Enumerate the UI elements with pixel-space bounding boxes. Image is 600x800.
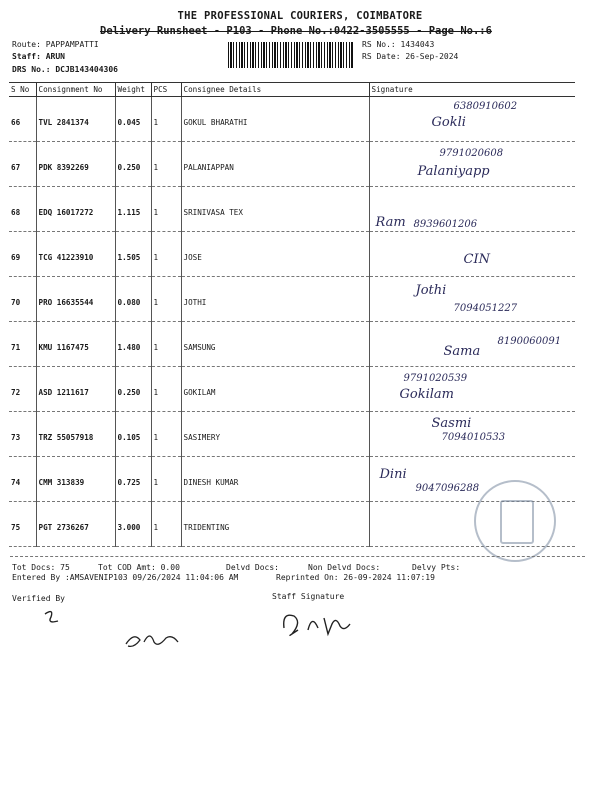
row-weight: 1.480 <box>115 322 151 367</box>
tot-docs: Tot Docs: 75 <box>12 563 70 572</box>
row-consignment: EDQ 16017272 <box>36 187 115 232</box>
table-row <box>9 97 575 142</box>
col-signature: Signature <box>369 83 575 97</box>
row-sno: 74 <box>9 457 36 502</box>
verifier-signature <box>122 624 182 658</box>
row-pcs: 1 <box>151 142 181 187</box>
row-weight: 3.000 <box>115 502 151 547</box>
row-signature <box>369 142 575 187</box>
signature-phone: 9791020608 <box>439 148 504 159</box>
signature-phone: 9791020539 <box>403 373 468 384</box>
row-consignee: JOTHI <box>181 277 369 322</box>
signature-name: Jothi <box>415 283 447 298</box>
table-row <box>9 322 575 367</box>
staff-value: ARUN <box>45 52 65 61</box>
drs-row <box>12 65 118 74</box>
row-consignee: PALANIAPPAN <box>181 142 369 187</box>
staff-label: Staff: <box>12 52 41 61</box>
row-pcs: 1 <box>151 187 181 232</box>
row-sno: 71 <box>9 322 36 367</box>
col-consignment: Consignment No <box>36 83 115 97</box>
row-sno: 72 <box>9 367 36 412</box>
signature-name: Sasmi <box>431 416 472 431</box>
staff-row <box>12 52 65 61</box>
col-weight: Weight <box>115 83 151 97</box>
signature-phone: 8190060091 <box>497 336 562 347</box>
row-consignment: ASD 1211617 <box>36 367 115 412</box>
row-pcs: 1 <box>151 322 181 367</box>
row-weight: 0.105 <box>115 412 151 457</box>
row-consignment: TCG 41223910 <box>36 232 115 277</box>
signature-phone: 7094010533 <box>441 432 506 443</box>
row-signature <box>369 322 575 367</box>
courier-stamp <box>474 480 556 562</box>
reprinted-on: Reprinted On: 26-09-2024 11:07:19 <box>276 573 435 582</box>
rs-no-value: 1434043 <box>400 40 435 49</box>
verified-by-label: Verified By <box>12 594 65 603</box>
row-consignee: SASIMERY <box>181 412 369 457</box>
row-signature <box>369 232 575 277</box>
non-delvd-docs: Non Delvd Docs: <box>308 563 381 572</box>
company-title: THE PROFESSIONAL COURIERS, COIMBATORE <box>177 10 423 22</box>
delvd-docs: Delvd Docs: <box>226 563 279 572</box>
row-consignee: GOKILAM <box>181 367 369 412</box>
row-weight: 0.250 <box>115 142 151 187</box>
row-consignee: TRIDENTING <box>181 502 369 547</box>
col-consignee: Consignee Details <box>181 83 369 97</box>
row-consignment: CMM 313839 <box>36 457 115 502</box>
row-consignment: PRO 16635544 <box>36 277 115 322</box>
entered-by: Entered By :AMSAVENIP103 09/26/2024 11:04:06 AM <box>12 573 239 582</box>
signature-phone: 6380910602 <box>453 101 518 112</box>
row-pcs: 1 <box>151 232 181 277</box>
row-sno: 68 <box>9 187 36 232</box>
signature-name: Gokli <box>431 115 466 130</box>
row-consignee: SRINIVASA TEX <box>181 187 369 232</box>
drs-value: DCJB143404306 <box>55 65 118 74</box>
footer-divider <box>10 556 585 557</box>
rs-no-label: RS No.: <box>362 40 396 49</box>
table-header-row <box>9 83 575 97</box>
row-consignee: DINESH KUMAR <box>181 457 369 502</box>
row-consignment: PGT 2736267 <box>36 502 115 547</box>
row-pcs: 1 <box>151 412 181 457</box>
rs-no-row <box>362 40 434 49</box>
row-consignment: KMU 1167475 <box>36 322 115 367</box>
row-signature <box>369 187 575 232</box>
table-row <box>9 142 575 187</box>
table-row <box>9 277 575 322</box>
staff-signature-label: Staff Signature <box>272 592 345 601</box>
row-consignment: PDK 8392269 <box>36 142 115 187</box>
drs-label: DRS No.: <box>12 65 51 74</box>
row-consignee: JOSE <box>181 232 369 277</box>
row-pcs: 1 <box>151 502 181 547</box>
table-row <box>9 412 575 457</box>
runsheet-title: Delivery Runsheet - P103 - Phone No.:0422-3505555 - Page No.:6 <box>100 25 492 37</box>
tot-cod: Tot COD Amt: 0.00 <box>98 563 180 572</box>
barcode <box>228 42 354 68</box>
row-signature <box>369 367 575 412</box>
row-consignee: GOKUL BHARATHI <box>181 97 369 142</box>
col-pcs: PCS <box>151 83 181 97</box>
delvy-pts: Delvy Pts: <box>412 563 461 572</box>
row-weight: 1.115 <box>115 187 151 232</box>
row-pcs: 1 <box>151 277 181 322</box>
signature-name: Sama <box>443 344 481 359</box>
row-sno: 66 <box>9 97 36 142</box>
staff-signature <box>278 604 358 646</box>
row-pcs: 1 <box>151 457 181 502</box>
rs-date-value: 26-Sep-2024 <box>405 52 459 61</box>
signature-name: Dini <box>379 467 407 482</box>
row-weight: 0.250 <box>115 367 151 412</box>
row-sno: 75 <box>9 502 36 547</box>
table-row <box>9 187 575 232</box>
signature-name: Gokilam <box>399 387 454 402</box>
row-weight: 1.505 <box>115 232 151 277</box>
row-sno: 69 <box>9 232 36 277</box>
row-sno: 67 <box>9 142 36 187</box>
signature-phone: 9047096288 <box>415 483 480 494</box>
signature-name: CIN <box>463 252 490 267</box>
verifier-scribble <box>42 608 62 632</box>
row-consignee: SAMSUNG <box>181 322 369 367</box>
table-row <box>9 367 575 412</box>
row-weight: 0.045 <box>115 97 151 142</box>
row-consignment: TRZ 55057918 <box>36 412 115 457</box>
signature-phone: 8939601206 <box>413 219 478 230</box>
route-row <box>12 40 99 49</box>
row-signature <box>369 97 575 142</box>
col-sno: S No <box>9 83 36 97</box>
rs-date-row <box>362 52 458 61</box>
row-pcs: 1 <box>151 367 181 412</box>
row-consignment: TVL 2841374 <box>36 97 115 142</box>
row-signature <box>369 277 575 322</box>
row-weight: 0.725 <box>115 457 151 502</box>
signature-phone: 7094051227 <box>453 303 518 314</box>
route-label: Route: <box>12 40 41 49</box>
row-signature <box>369 412 575 457</box>
row-weight: 0.080 <box>115 277 151 322</box>
route-value: PAPPAMPATTI <box>45 40 99 49</box>
row-pcs: 1 <box>151 97 181 142</box>
row-sno: 73 <box>9 412 36 457</box>
table-row <box>9 232 575 277</box>
signature-name: Ram <box>375 215 406 230</box>
signature-name: Palaniyapp <box>417 164 490 179</box>
row-sno: 70 <box>9 277 36 322</box>
runsheet-table <box>9 82 575 547</box>
rs-date-label: RS Date: <box>362 52 401 61</box>
